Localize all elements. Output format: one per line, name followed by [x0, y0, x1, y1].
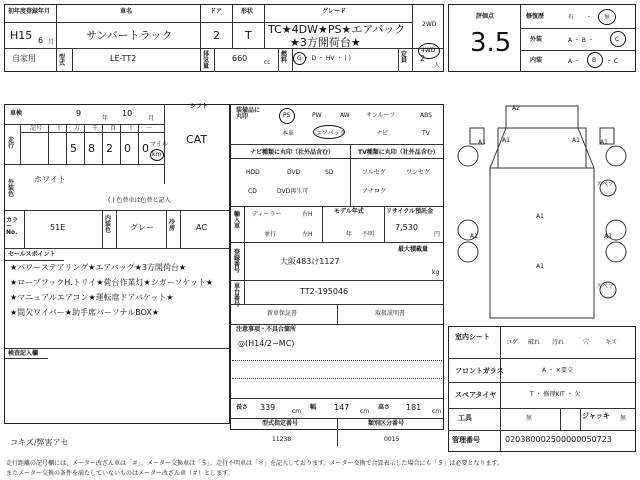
- inspector-label: 検査記入欄: [8, 350, 39, 357]
- reg-month: 6: [38, 36, 44, 45]
- ext-label: 外装: [530, 36, 543, 43]
- repair-option: ・: [586, 14, 593, 21]
- car-name-label: 車名: [120, 8, 133, 15]
- shape-label: 形状: [241, 8, 254, 15]
- odometer-digit: 0: [142, 142, 149, 155]
- mgmt-value: 020380002500000050723: [505, 435, 612, 444]
- width-value: 147: [334, 403, 350, 412]
- recycle-label: リサイクル預託金: [386, 208, 434, 215]
- odometer-digit: 2: [106, 142, 113, 155]
- capacity-value: 2: [420, 54, 426, 63]
- nav-item: HDD: [246, 169, 260, 176]
- digit-header: 十: [56, 125, 63, 132]
- recycle-value: 7,530: [395, 223, 418, 232]
- max-load-label: 最大積載量: [398, 246, 429, 253]
- damage-mark: A1: [478, 139, 486, 146]
- digit-header: 記号: [30, 125, 43, 132]
- ext-options: A ・ B ・: [568, 37, 594, 44]
- km-label: km: [152, 151, 162, 158]
- capacity-unit: 人: [434, 62, 441, 69]
- height-unit: cm: [432, 408, 442, 415]
- inspector-note: コキズ/弊害アセ: [10, 438, 69, 447]
- len-value: 339: [260, 403, 276, 412]
- inspect-month: 10: [122, 109, 133, 118]
- tool-value: 無: [526, 415, 533, 422]
- interior-value: グレー: [130, 223, 154, 232]
- fuel-label: 燃料: [281, 51, 288, 64]
- notes-value: ◎(H14/2~MC): [238, 339, 295, 348]
- sales-label: セールスポイント: [8, 251, 56, 258]
- door-label: ドア: [210, 8, 222, 15]
- color-value: ホワイト: [34, 175, 66, 184]
- top-section: [4, 4, 444, 72]
- shift-label: シフト: [190, 103, 209, 110]
- footer-note-1: 走行距離の記号欄には、メーター改ざん車は「＃」、メーター交換車は「＄」、走行不明車は「＊」を記入しております。メーター交換で合算表示した場合にも「＄」は必要となります。: [6, 460, 504, 467]
- grade-line1: TC★4DW★PS★エアバック: [268, 23, 406, 36]
- model-year-value: 不明: [362, 231, 375, 238]
- spare-tire-value: T ・ 修理KIT ・ 欠: [530, 391, 581, 398]
- damage-mark: A1: [536, 263, 544, 270]
- tv-item: フルセグ: [362, 169, 386, 176]
- damage-mark: A1: [604, 233, 612, 240]
- equip-item: エアバック: [316, 130, 346, 137]
- model-value: LE-TT2: [110, 54, 137, 63]
- equip-item: ABS: [420, 112, 432, 119]
- odometer-digit: 0: [124, 142, 131, 155]
- ac-label: 冷房: [169, 219, 176, 232]
- drive-2wd: 2WD: [422, 21, 437, 28]
- color-label: 外装色: [8, 179, 15, 198]
- color-note: ( ) 色替車は色替と記入: [108, 197, 171, 204]
- height-value: 181: [406, 403, 422, 412]
- score-label: 評価点: [476, 13, 495, 20]
- plate-value: 大阪483け1127: [280, 257, 340, 266]
- max-load-unit: kg: [432, 269, 440, 276]
- nav-item: DVD: [287, 169, 301, 176]
- repair-option: 無: [604, 14, 611, 21]
- sales-point: ★ロープフックH.トリイ★荷台作業灯★シガーソケット★: [10, 278, 214, 287]
- chassis-value: TT2-195046: [300, 287, 349, 296]
- parallel-label: 並行: [264, 231, 277, 238]
- digit-header: 一: [146, 125, 153, 132]
- room-option: 穴: [583, 339, 590, 346]
- interior-label: 内装色: [105, 215, 112, 234]
- tv-item: ワンセグ: [406, 169, 431, 176]
- spare-label: スペア: [596, 181, 615, 188]
- nav-item: DVD再生可: [277, 188, 309, 195]
- import-label: 輸入車: [234, 211, 241, 230]
- glass-value: A ・ ×要交: [542, 367, 573, 374]
- room-option: 破れ: [528, 339, 541, 346]
- tool-label: 工具: [458, 414, 472, 422]
- odometer-digit: 5: [70, 142, 77, 155]
- model-year-year: 年: [346, 231, 353, 238]
- warranty-label: 新車保証書: [267, 310, 298, 317]
- color-no-label: カラーNo.: [6, 217, 19, 236]
- handle-left: 左H: [302, 231, 313, 238]
- grade-line2: ★3方開荷台★: [290, 36, 361, 49]
- mile-label: マイル: [150, 141, 168, 148]
- odometer-digit: 8: [88, 142, 95, 155]
- disp-value: 660: [232, 54, 248, 63]
- color-no-value: 51E: [50, 223, 66, 232]
- run-label: 走行: [8, 137, 15, 150]
- disp-unit: cc: [264, 59, 271, 66]
- capacity-label: 定員: [401, 51, 408, 64]
- room-option: コゲ: [506, 339, 519, 346]
- damage-mark: A1: [502, 137, 510, 144]
- inspect-year: 9: [76, 109, 82, 118]
- len-label: 長さ: [236, 404, 249, 411]
- chassis-label: 車台番号: [234, 283, 241, 308]
- room-label: 室内シート: [455, 333, 490, 341]
- damage-mark: A1: [600, 139, 608, 146]
- jack-label: ジャッキ: [582, 412, 610, 420]
- drive-4wd: 4WD: [421, 47, 436, 54]
- int-options: A ・: [568, 58, 581, 65]
- equip-item: PS: [283, 112, 291, 119]
- car-name-value: サンバートラック: [86, 29, 173, 42]
- door-value: 2: [213, 29, 220, 42]
- sales-point: ★パワーステアリング★エアバッグ★3方開荷台★: [10, 263, 187, 272]
- int-tail: ・ C: [606, 58, 619, 65]
- class-value: 0015: [384, 436, 400, 443]
- repair-label: 修復歴: [526, 13, 545, 20]
- jack-value: 無: [620, 415, 627, 422]
- grade-label: グレード: [322, 8, 347, 15]
- model-label: 型式: [59, 54, 66, 67]
- equip-item: サンルーフ: [366, 112, 396, 119]
- recycle-unit: 円: [434, 231, 441, 238]
- inspect-label: 車検: [10, 110, 23, 117]
- dealer-label: ディーラー: [252, 211, 282, 218]
- damage-mark: A1: [572, 137, 580, 144]
- height-label: 高さ: [378, 404, 391, 411]
- equip-item: 本革: [282, 130, 295, 137]
- handle-right: 右H: [302, 211, 313, 218]
- nav-item: CD: [248, 188, 257, 195]
- glass-label: フロントガラス: [455, 367, 504, 375]
- digit-header: 万: [74, 125, 81, 132]
- spare-tire-label: スペアタイヤ: [455, 391, 497, 399]
- digit-header: 百: [110, 125, 117, 132]
- equip-item: PW: [312, 112, 322, 119]
- equip-item: AW: [340, 112, 350, 119]
- room-option: 汚れ: [552, 339, 565, 346]
- shape-value: T: [245, 29, 252, 42]
- equip-label: 装備品に丸印: [236, 107, 261, 120]
- spare-label: スペア: [596, 283, 615, 290]
- ac-value: AC: [196, 223, 207, 232]
- mgmt-label: 管理番号: [452, 436, 480, 444]
- digit-header: 十: [128, 125, 135, 132]
- reg-date-label: 初年度登録年月: [8, 8, 51, 15]
- damage-mark: A2: [512, 105, 520, 112]
- sales-point: ★間欠ワイパー★助手席パーソナルBOX★: [10, 308, 160, 317]
- ext-selected: C: [615, 36, 620, 43]
- shift-value: CAT: [186, 133, 208, 146]
- width-unit: cm: [360, 408, 370, 415]
- sales-point: ★マニュアルエアコン★運転席ドアバケット★: [10, 293, 174, 302]
- type-cert-value: 11238: [272, 436, 292, 443]
- inspect-month-unit: 月: [148, 115, 155, 122]
- fuel-options: G ・ D ・ HV ・ ( ): [297, 55, 351, 62]
- score-value: 3.5: [470, 28, 512, 58]
- use-value: 自家用: [12, 54, 36, 63]
- class-label: 類別区分番号: [368, 420, 405, 427]
- repair-option: 有: [568, 14, 575, 21]
- room-option: キズ: [605, 339, 617, 346]
- tv-label: TV種類に丸印（社外品含む）: [358, 149, 439, 156]
- int-label: 内装: [530, 57, 543, 64]
- damage-mark: A1: [536, 213, 544, 220]
- tv-item: アナログ: [362, 188, 387, 195]
- type-cert-label: 型式指定番号: [262, 420, 299, 427]
- manual-label: 取扱説明書: [375, 310, 406, 317]
- equip-item: ナビ: [376, 130, 389, 137]
- disp-label: 排気量: [203, 51, 210, 70]
- vehicle-damage-diagram: [448, 98, 636, 326]
- footer-note-2: またメーター交換の条件を満たしていないものはメーター改ざん車（＃）とします。: [6, 470, 234, 477]
- width-label: 幅: [310, 404, 317, 411]
- reg-era: H15: [10, 29, 33, 42]
- damage-mark: A1: [470, 233, 478, 240]
- notes-label: 注意事項・不具合箇所: [236, 326, 297, 333]
- digit-header: 千: [92, 125, 99, 132]
- int-selected: B: [592, 57, 597, 64]
- inspect-year-unit: 年: [102, 115, 109, 122]
- plate-label: 登録番号: [234, 249, 241, 274]
- nav-item: SD: [325, 169, 334, 176]
- len-unit: cm: [292, 408, 302, 415]
- nav-label: ナビ種類に丸印（社外品含む）: [250, 149, 335, 156]
- equip-item: TV: [422, 130, 430, 137]
- reg-month-unit: 月: [48, 39, 55, 46]
- model-year-label: モデル年式: [334, 208, 364, 215]
